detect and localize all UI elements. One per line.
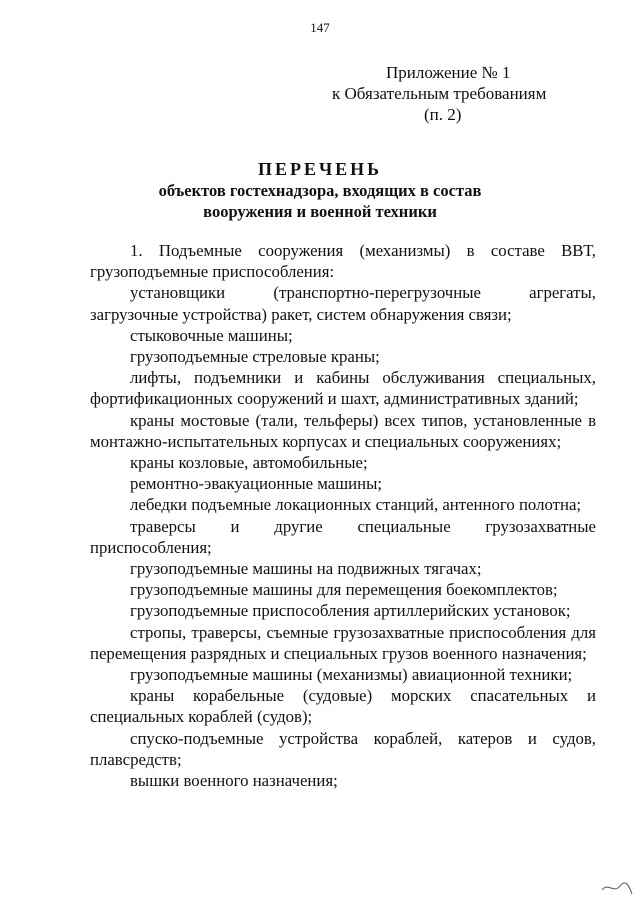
list-item: краны мостовые (тали, тельферы) всех типов, установленные в монтажно-испытательных корпусах и специальных сооружениях;: [90, 410, 596, 451]
list-item: установщики (транспортно-перегрузочные агрегаты, загрузочные устройства) ракет, систем обнаружения связи;: [90, 283, 596, 324]
list-item: грузоподъемные стреловые краны;: [130, 347, 380, 367]
page-number: 147: [310, 20, 330, 35]
list-item: ремонтно-эвакуационные машины;: [130, 474, 383, 494]
list-item: вышки военного назначения;: [130, 771, 338, 791]
list-item: стыковочные машины;: [130, 325, 293, 345]
list-item: стропы, траверсы, съемные грузозахватные приспособления для перемещения разрядных и специальных грузов военного назначения;: [90, 622, 596, 663]
list-item: краны козловые, автомобильные;: [130, 453, 368, 473]
heading-title: ПЕРЕЧЕНЬ: [257, 159, 383, 179]
list-item: грузоподъемные приспособления артиллерийских установок;: [130, 601, 571, 621]
appendix-reference: [332, 62, 592, 125]
handwritten-mark-icon: [596, 860, 636, 900]
appendix-line-1: Приложение № 1: [386, 63, 511, 82]
heading-subtitle-line-1: объектов гостехнадзора, входящих в состав: [158, 181, 482, 200]
list-item: лебедки подъемные локационных станций, антенного полотна;: [130, 495, 582, 515]
list-item: грузоподъемные машины для перемещения боекомплектов;: [130, 580, 558, 600]
list-item: краны корабельные (судовые) морских спасательных и специальных кораблей (судов);: [90, 686, 596, 727]
appendix-line-2: к Обязательным требованиям: [332, 84, 547, 103]
list-item: грузоподъемные машины (механизмы) авиационной техники;: [130, 665, 573, 685]
list-item: лифты, подъемники и кабины обслуживания специальных, фортификационных сооружений и шахт, административных зданий;: [90, 368, 596, 409]
list-item: траверсы и другие специальные грузозахватные приспособления;: [90, 516, 596, 557]
list-body: [90, 240, 596, 791]
list-item: спуско-подъемные устройства кораблей, катеров и судов, плавсредств;: [90, 728, 596, 769]
list-item: 1. Подъемные сооружения (механизмы) в составе ВВТ, грузоподъемные приспособления:: [90, 241, 596, 282]
list-item: грузоподъемные машины на подвижных тягачах;: [130, 559, 482, 579]
document-heading: [0, 158, 640, 222]
heading-subtitle-line-2: вооружения и военной техники: [203, 202, 437, 221]
appendix-line-3: (п. 2): [424, 105, 462, 124]
